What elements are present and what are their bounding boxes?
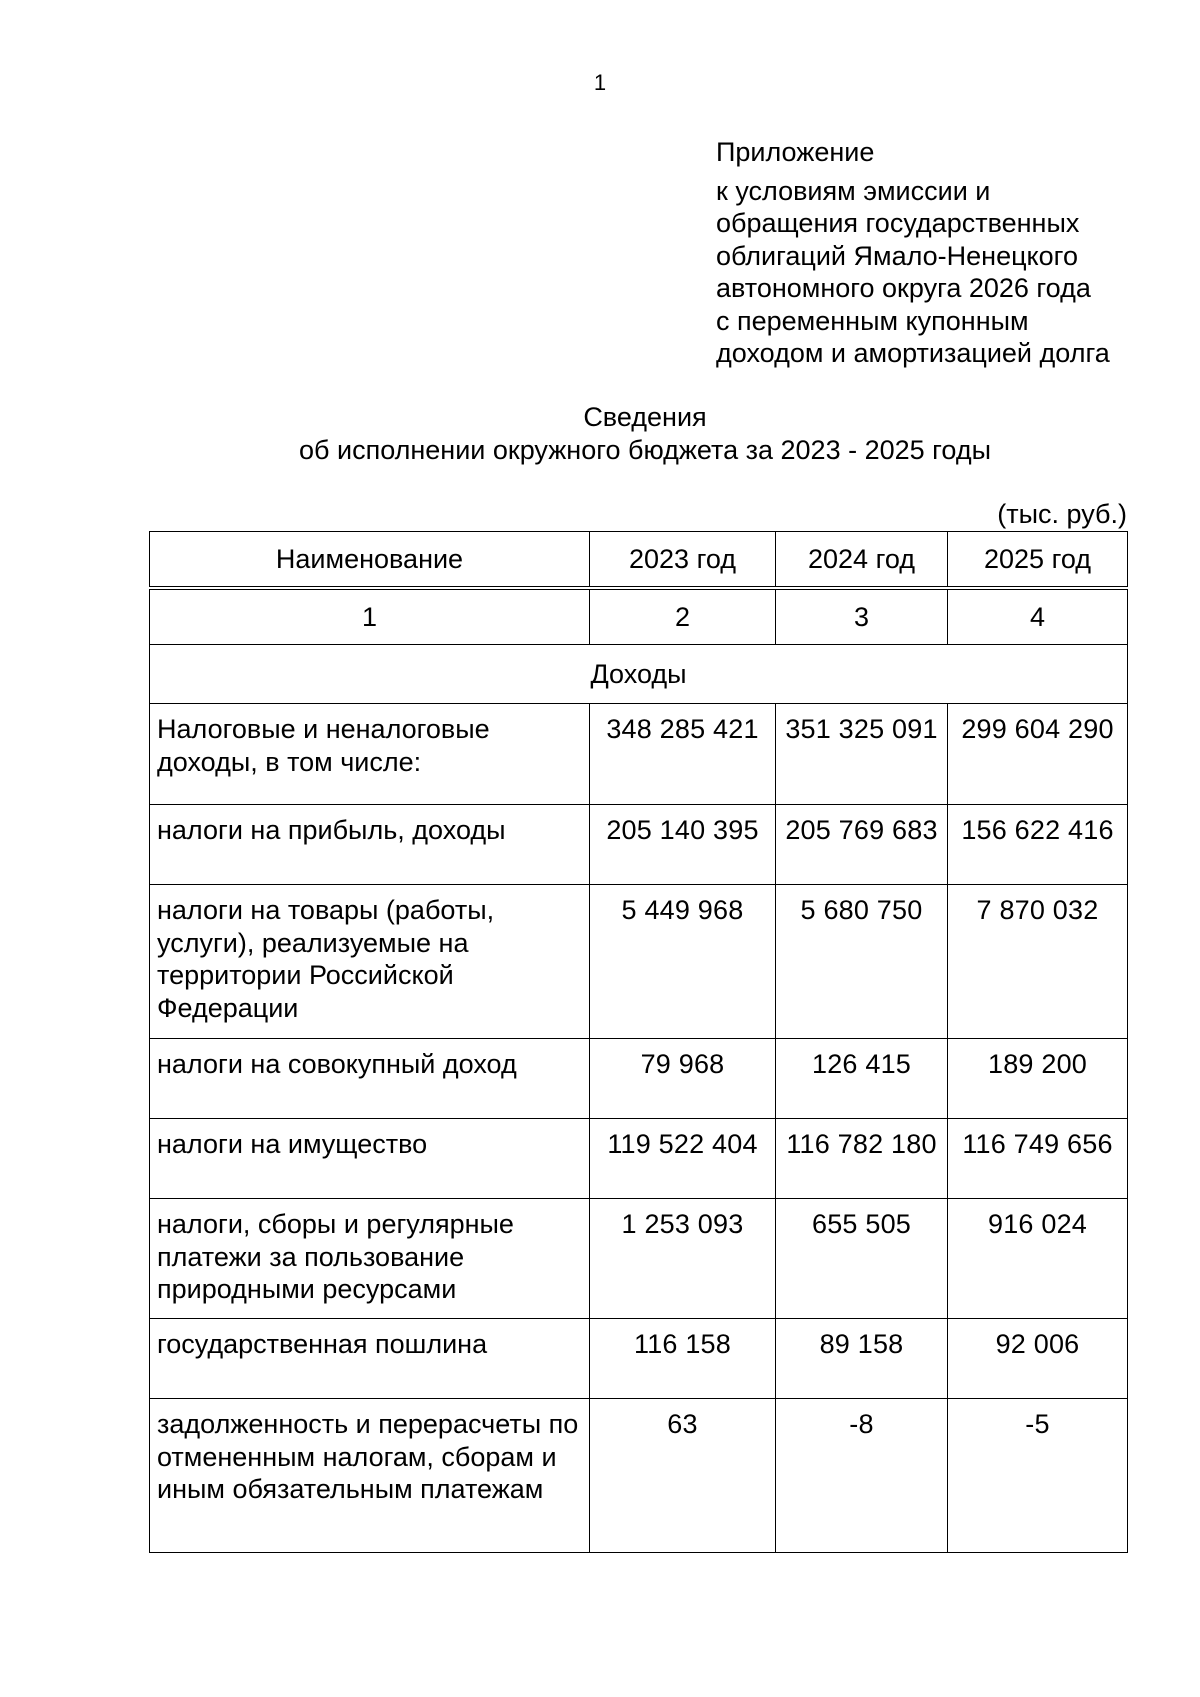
header-2024: 2024 год [776,532,948,587]
row-value-2023: 205 140 395 [590,805,776,885]
budget-table [149,531,1128,1553]
row-value-2024: 89 158 [776,1319,948,1399]
header-name: Наименование [150,532,590,587]
row-value-2023: 348 285 421 [590,704,776,805]
header-2025: 2025 год [948,532,1128,587]
table-row [150,1399,1128,1553]
column-number-row [150,590,1128,645]
row-value-2023: 119 522 404 [590,1119,776,1199]
column-number: 4 [948,590,1128,645]
row-value-2023: 1 253 093 [590,1199,776,1319]
table-row [150,1039,1128,1119]
appendix-line: автономного округа 2026 года [716,273,1091,303]
table-header-row [150,532,1128,587]
row-name: налоги на товары (работы, услуги), реализуемые на территории Российской Федерации [150,885,590,1039]
table-row [150,885,1128,1039]
page-number: 1 [593,70,607,95]
row-value-2023: 5 449 968 [590,885,776,1039]
row-value-2024: 351 325 091 [776,704,948,805]
row-name: Налоговые и неналоговые доходы, в том числе: [150,704,590,805]
row-value-2025: 92 006 [948,1319,1128,1399]
appendix-line: к условиям эмиссии и [716,175,991,206]
document-title-line2: об исполнении окружного бюджета за 2023 - 2025 годы [299,435,991,465]
appendix-title: Приложение [716,137,875,167]
row-value-2025: -5 [948,1399,1128,1553]
row-name: налоги, сборы и регулярные платежи за пользование природными ресурсами [150,1199,590,1319]
row-value-2024: 126 415 [776,1039,948,1119]
row-value-2025: 7 870 032 [948,885,1128,1039]
appendix-line: с переменным купонным [716,305,1029,336]
row-name: налоги на прибыль, доходы [150,805,590,885]
row-value-2024: 205 769 683 [776,805,948,885]
column-number: 1 [150,590,590,645]
row-value-2025: 116 749 656 [948,1119,1128,1199]
table-row [150,805,1128,885]
row-value-2023: 79 968 [590,1039,776,1119]
table-row [150,1319,1128,1399]
table-row [150,1119,1128,1199]
row-value-2025: 156 622 416 [948,805,1128,885]
column-number: 2 [590,590,776,645]
row-name: задолженность и перерасчеты по отмененным налогам, сборам и иным обязательным платежам [150,1399,590,1553]
row-name: налоги на совокупный доход [150,1039,590,1119]
appendix-line: обращения государственных [716,208,1080,238]
table-row [150,704,1128,805]
header-2023: 2023 год [590,532,776,587]
row-name: государственная пошлина [150,1319,590,1399]
row-name: налоги на имущество [150,1119,590,1199]
row-value-2024: 655 505 [776,1199,948,1319]
row-value-2025: 189 200 [948,1039,1128,1119]
units-label: (тыс. руб.) [997,499,1127,529]
row-value-2025: 916 024 [948,1199,1128,1319]
document-title-line1: Сведения [583,402,707,432]
row-value-2024: -8 [776,1399,948,1553]
appendix-line: облигаций Ямало-Ненецкого [716,240,1078,271]
row-value-2025: 299 604 290 [948,704,1128,805]
appendix-block [716,136,1176,370]
column-number: 3 [776,590,948,645]
row-value-2024: 5 680 750 [776,885,948,1039]
row-value-2023: 116 158 [590,1319,776,1399]
section-title: Доходы [150,645,1128,704]
row-value-2023: 63 [590,1399,776,1553]
table-row [150,1199,1128,1319]
row-value-2024: 116 782 180 [776,1119,948,1199]
section-row [150,645,1128,704]
document-title [0,401,1200,467]
appendix-line: доходом и амортизацией долга [716,338,1110,368]
